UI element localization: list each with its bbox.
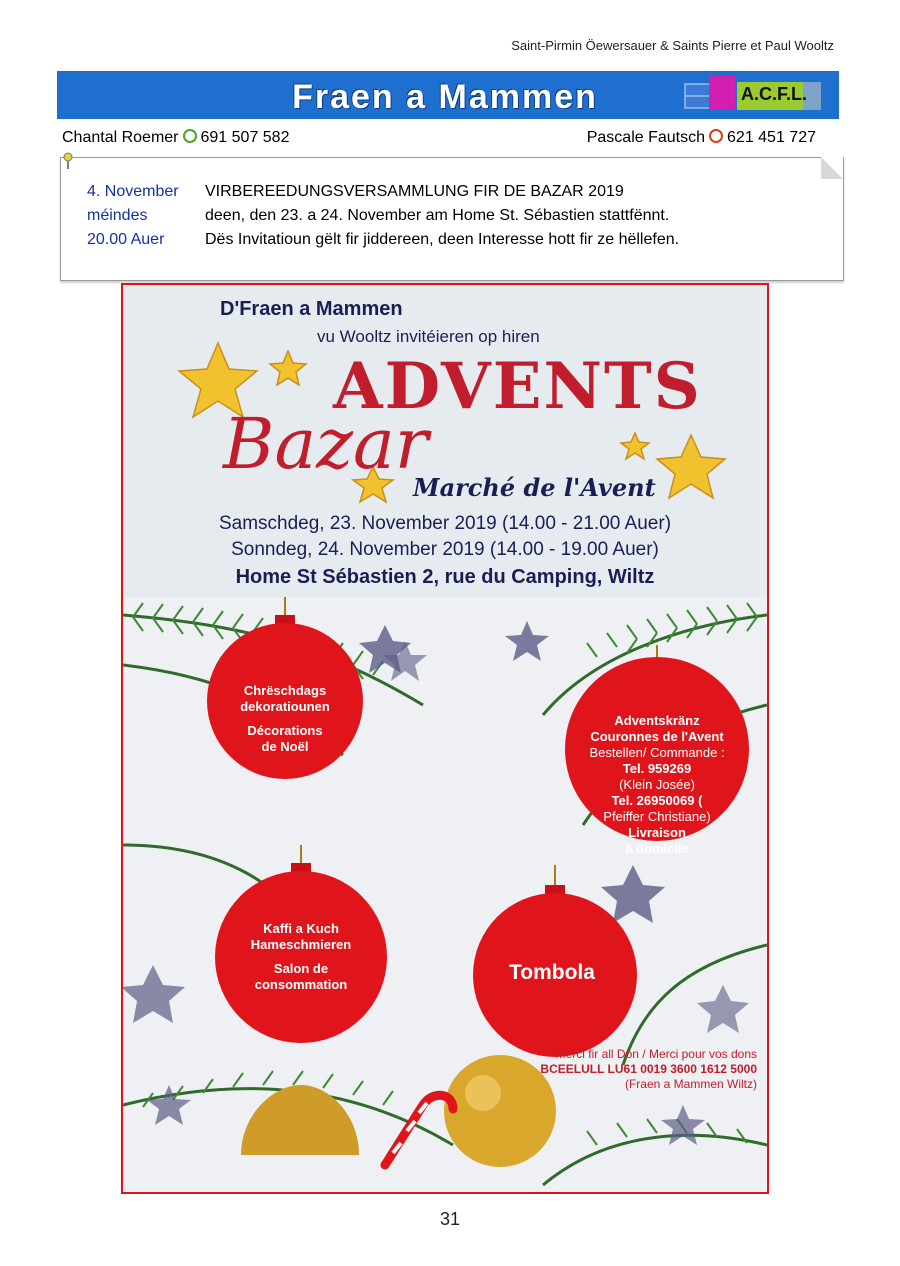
bauble-decorations-text <box>217 683 353 755</box>
bauble-line: Livraison <box>628 825 686 840</box>
event-title: VIRBEREEDUNGSVERSAMMLUNG FIR DE BAZAR 2019 <box>205 183 624 200</box>
donation-info <box>540 1047 757 1092</box>
bauble-line: Chrëschdags <box>243 683 327 698</box>
pin-icon <box>62 152 74 170</box>
gold-bell <box>241 1085 359 1155</box>
card-fold <box>821 157 843 179</box>
event-line-3: Dës Invitatioun gëlt fir jiddereen, deen Interesse hott fir ze hëllefen. <box>205 231 680 248</box>
bauble-line: à domicile <box>625 841 689 856</box>
poster-intro: D'Fraen a Mammen <box>220 298 403 320</box>
event-date: 4. November <box>87 183 179 200</box>
navy-star-icon <box>123 965 185 1023</box>
contact-right-name: Pascale Fautsch <box>586 129 706 146</box>
contact-left-phone: 691 507 582 <box>200 129 290 146</box>
event-day: méindes <box>87 207 148 224</box>
bauble-line: Tel. 959269 <box>622 761 692 776</box>
bazar-poster <box>121 283 769 1194</box>
gold-ornaments <box>241 1055 556 1167</box>
page-number: 31 <box>439 1209 461 1229</box>
bauble-line: (Klein Josée) <box>619 777 695 792</box>
bauble-tombola-text: Tombola <box>509 961 595 984</box>
navy-star-icon <box>697 985 749 1033</box>
navy-star-icon <box>601 865 665 923</box>
bauble-wreaths-text <box>571 713 743 857</box>
gold-star-icon <box>270 351 306 385</box>
section-title: Fraen a Mammen <box>292 78 598 116</box>
bauble-line: Salon de <box>273 961 329 976</box>
bauble-line: Adventskränz <box>614 713 700 728</box>
acfl-logo-text: A.C.F.L. <box>741 84 807 104</box>
event-when <box>87 180 179 252</box>
phone-icon <box>709 129 723 143</box>
poster-invite: vu Wooltz invitéieren op hiren <box>317 327 540 346</box>
bauble-line: Kaffi a Kuch <box>263 921 339 936</box>
gold-star-icon <box>657 435 725 498</box>
parish-name: Saint-Pirmin Öewersauer & Saints Pierre et Paul Wooltz <box>511 38 834 53</box>
poster-title-marche: Marché de l'Avent <box>413 473 656 502</box>
contact-right-phone: 621 451 727 <box>727 129 816 146</box>
event-line-2: deen, den 23. a 24. November am Home St. Sébastien stattfënnt. <box>205 207 670 224</box>
bauble-line: Décorations <box>247 723 323 738</box>
phone-icon <box>183 129 197 143</box>
poster-title-advents: ADVENTS <box>333 349 702 424</box>
candy-cane <box>385 1095 453 1165</box>
bauble-coffee-text <box>227 921 375 993</box>
gold-ornament <box>444 1055 556 1167</box>
bauble-line: Couronnes de l'Avent <box>590 729 724 744</box>
poster-venue: Home St Sébastien 2, rue du Camping, Wiltz <box>235 566 655 588</box>
donation-line: (Fraen a Mammen Wiltz) <box>624 1077 757 1091</box>
gold-star-icon <box>621 433 649 459</box>
bauble-line: dekoratiounen <box>240 699 330 714</box>
donation-iban: BCEELULL LU61 0019 3600 1612 5000 <box>540 1062 757 1076</box>
event-time: 20.00 Auer <box>87 231 165 248</box>
bauble-line: Bestellen/ Commande : <box>589 745 725 760</box>
bauble-line: consommation <box>254 977 348 992</box>
bauble-line: Pfeiffer Christiane) <box>603 809 711 824</box>
navy-star-icon <box>661 1105 705 1145</box>
contact-left <box>62 129 289 147</box>
bauble-line: Tel. 26950069 ( <box>611 793 703 808</box>
donation-line: Merci fir all Don / Merci pour vos dons <box>555 1047 757 1061</box>
poster-title-bazar: Bazar <box>223 403 429 485</box>
bauble-line: Hameschmieren <box>250 937 352 952</box>
contact-left-name: Chantal Roemer <box>62 129 179 146</box>
navy-star-icon <box>147 1085 191 1125</box>
event-details <box>205 180 679 252</box>
bauble-line: de Noël <box>261 739 309 754</box>
contact-right <box>587 129 816 147</box>
navy-star-icon <box>505 621 549 661</box>
poster-date-sunday: Sonndeg, 24. November 2019 (14.00 - 19.00 Auer) <box>231 539 659 560</box>
poster-date-saturday: Samschdeg, 23. November 2019 (14.00 - 21.00 Auer) <box>218 513 672 534</box>
